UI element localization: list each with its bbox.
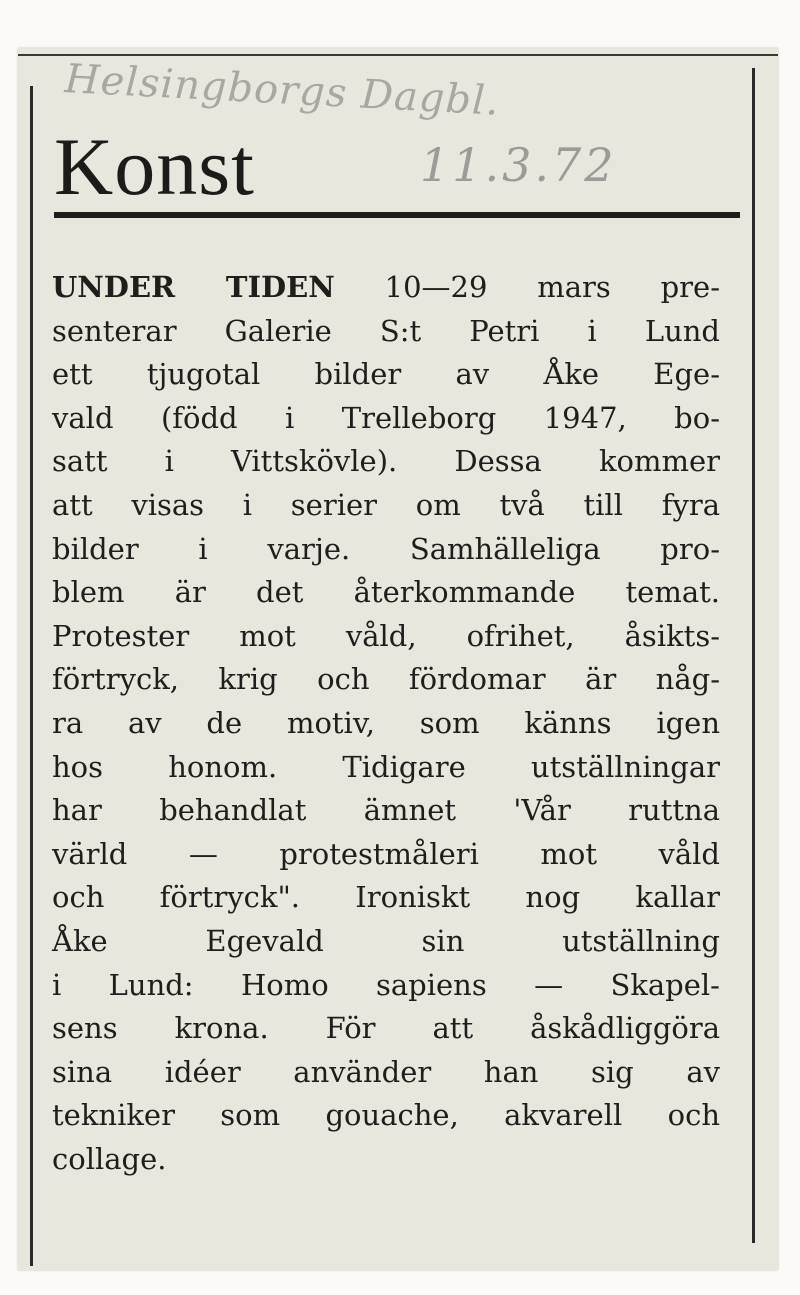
article-line: ett tjugotal bilder av Åke Ege- [52, 357, 720, 392]
article-line: har behandlat ämnet 'Vår ruttna [52, 793, 720, 828]
article-line: senterar Galerie S:t Petri i Lund [52, 313, 720, 348]
article-line: i Lund: Homo sapiens — Skapel- [52, 967, 720, 1002]
article-line: att visas i serier om två till fyra [52, 487, 720, 522]
article-line: satt i Vittskövle). Dessa kommer [52, 444, 720, 479]
headline-rule [54, 212, 740, 218]
article-line: Protester mot våld, ofrihet, åsikts- [52, 618, 720, 653]
article-line: blem är det återkommande temat. [52, 575, 720, 610]
article-line: collage. [52, 1141, 167, 1176]
top-rule [18, 54, 778, 56]
headline: Konst [54, 121, 255, 212]
left-column-rule [30, 86, 33, 1266]
article-line: ra av de motiv, som känns igen [52, 705, 720, 740]
article-line [52, 266, 720, 310]
article-line: vald (född i Trelleborg 1947, bo- [52, 400, 720, 435]
article-line: värld — protestmåleri mot våld [52, 836, 720, 871]
article-line: tekniker som gouache, akvarell och [52, 1098, 720, 1133]
article-line: sens krona. För att åskådliggöra [52, 1011, 720, 1046]
article-line: sina idéer använder han sig av [52, 1054, 720, 1089]
lead-in-caps: UNDER TIDEN [52, 270, 335, 304]
article-line: förtryck, krig och fördomar är någ- [52, 662, 720, 697]
article-line: och förtryck". Ironiskt nog kallar [52, 880, 720, 915]
right-column-rule [752, 68, 755, 1243]
handwritten-source-note: Helsingborgs Dagbl. [63, 56, 501, 125]
article-line-text: 10—29 mars pre- [334, 270, 720, 304]
article-body [52, 266, 720, 1181]
handwritten-date-note: 11.3.72 [420, 138, 617, 192]
article-line: hos honom. Tidigare utställningar [52, 749, 720, 784]
article-line: Åke Egevald sin utställning [52, 923, 720, 958]
article-line: bilder i varje. Samhälleliga pro- [52, 531, 720, 566]
